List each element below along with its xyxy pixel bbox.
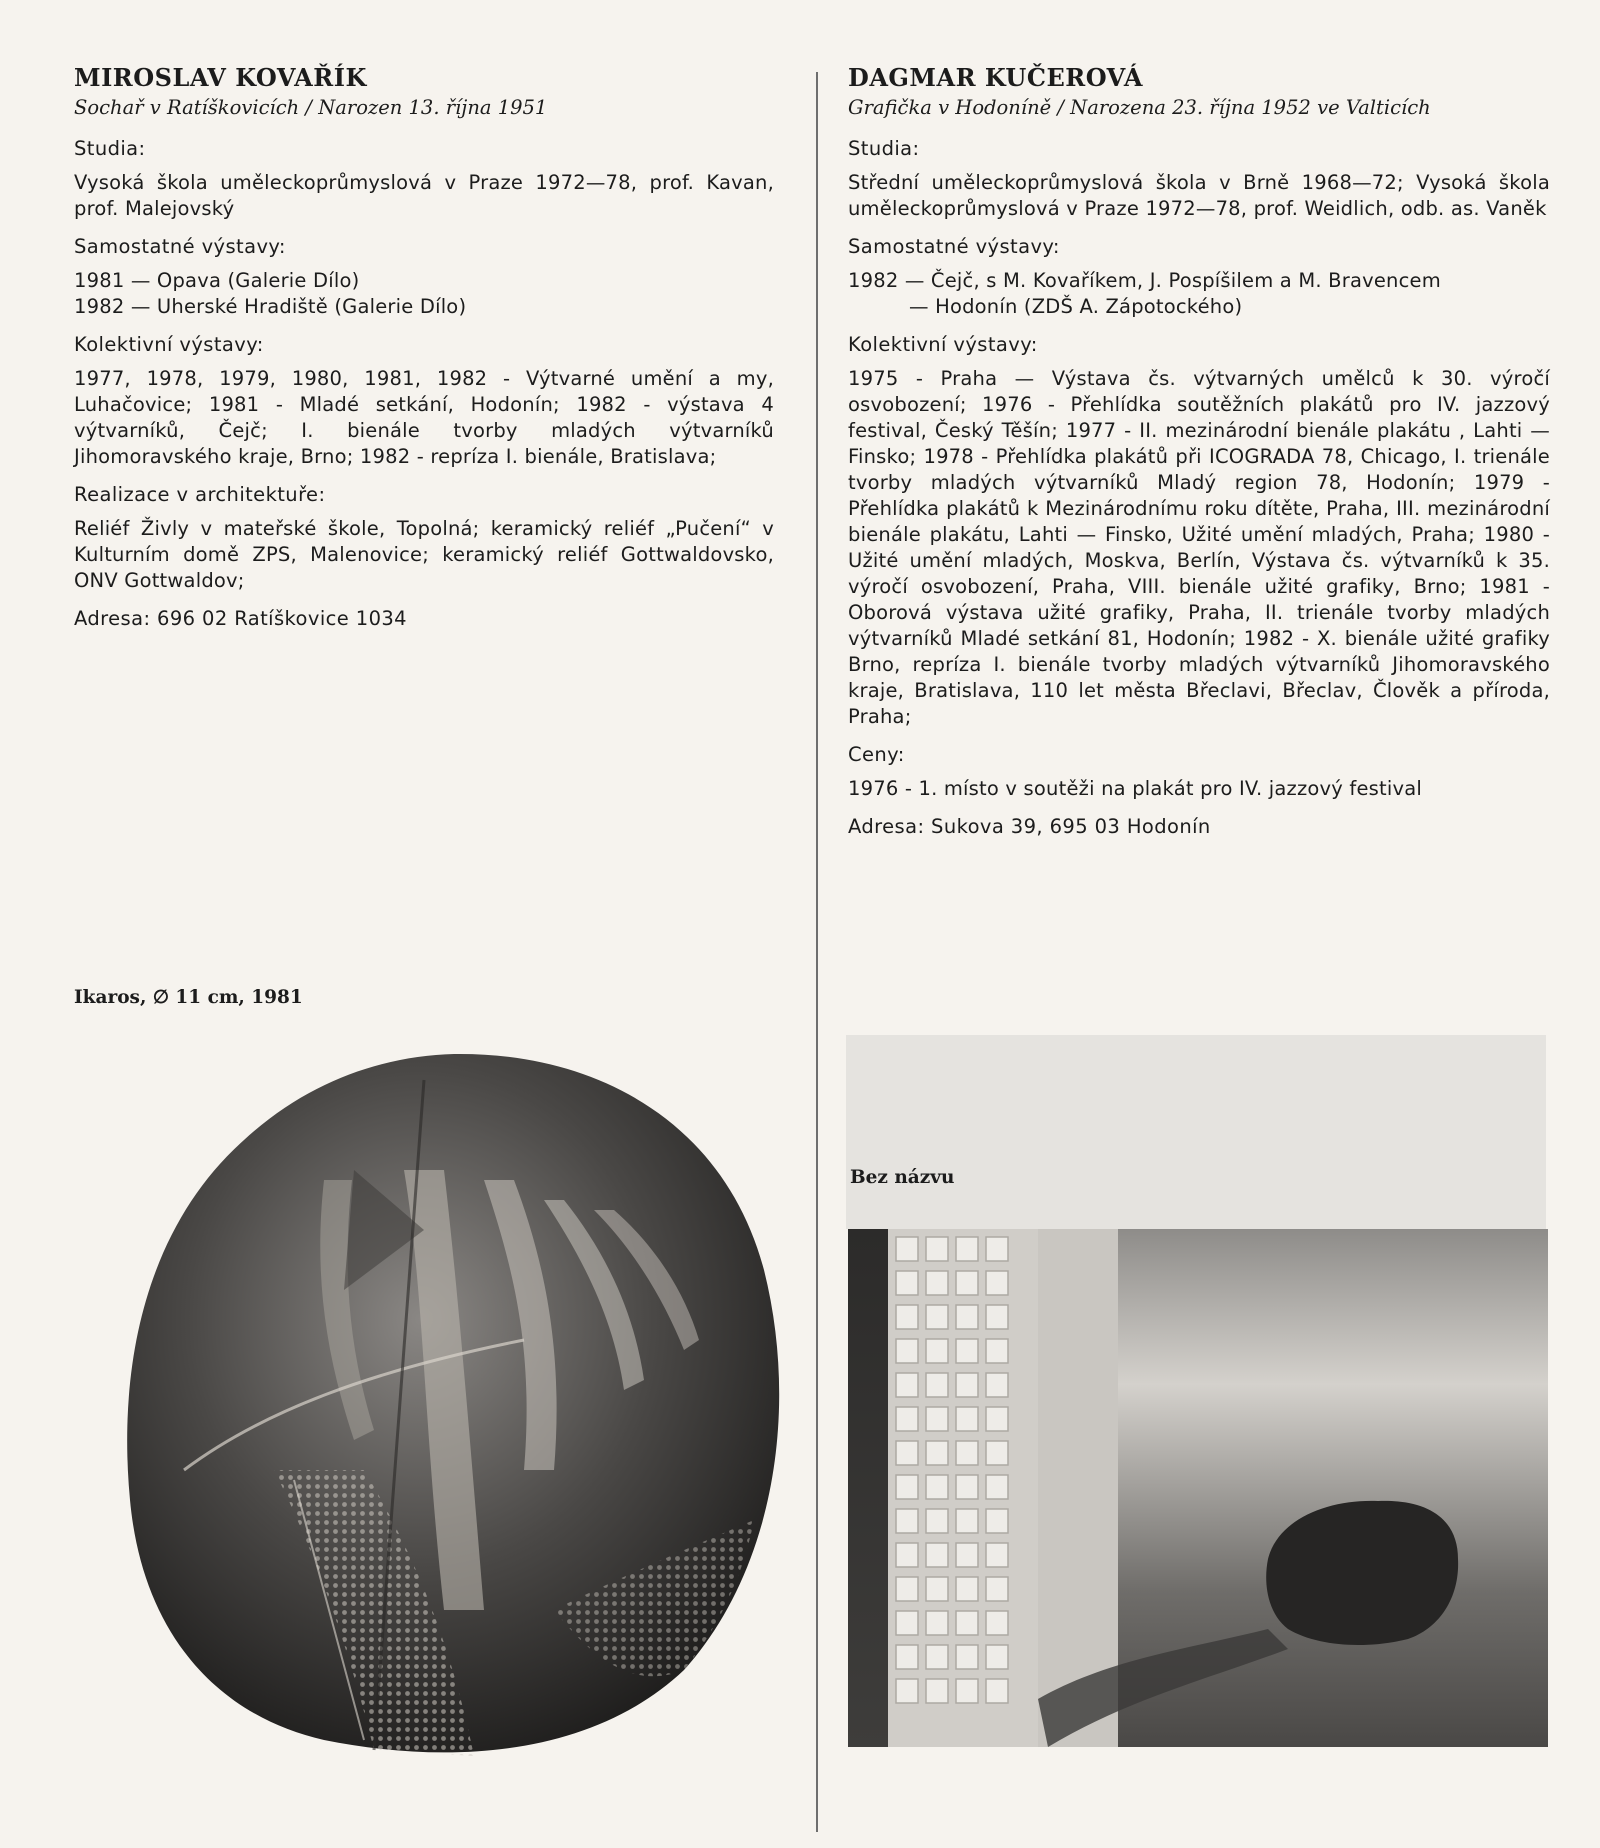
samostatne-item: 1981 — Opava (Galerie Dílo) (74, 269, 360, 292)
studia-label: Studia: (74, 137, 146, 160)
artist-subtitle: Grafička v Hodoníně / Narozena 23. října 1952 ve Valticích (848, 96, 1431, 119)
artist-entry-kucerova (848, 62, 1550, 848)
address: Adresa: 696 02 Ratíškovice 1034 (74, 607, 407, 630)
kolektivni-label: Kolektivní výstavy: (848, 333, 1038, 356)
address: Adresa: Sukova 39, 695 03 Hodonín (848, 815, 1211, 838)
artist-name: DAGMAR KUČEROVÁ (848, 63, 1144, 92)
samostatne-label: Samostatné výstavy: (74, 235, 286, 258)
relief-photo-ikaros (124, 1050, 780, 1762)
realizace-text: Reliéf Živly v mateřské škole, Topolná; keramický reliéf „Pučení“ v Kulturním domě ZPS, Malenovice; keramický reliéf Gottwaldovsko, ONV Gottwaldov; (74, 517, 774, 592)
ceny-label: Ceny: (848, 743, 905, 766)
samostatne-list (74, 268, 774, 320)
artwork-caption-bez-nazvu: Bez názvu (850, 1167, 955, 1188)
ceny-text: 1976 - 1. místo v soutěži na plakát pro IV. jazzový festival (848, 777, 1422, 800)
studia-text: Vysoká škola uměleckoprůmyslová v Praze 1972—78, prof. Kavan, prof. Malejovský (74, 171, 774, 220)
artist-name: MIROSLAV KOVAŘÍK (74, 63, 367, 92)
column-divider (816, 72, 818, 1832)
studia-text: Střední uměleckoprůmyslová škola v Brně 1968—72; Vysoká škola uměleckoprůmyslová v Praze 1972—78, prof. Weidlich, odb. as. Vaněk (848, 171, 1550, 220)
studia-label: Studia: (848, 137, 920, 160)
print-photo-bez-nazvu (848, 1229, 1548, 1747)
realizace-label: Realizace v architektuře: (74, 483, 326, 506)
artist-entry-kovarik (74, 62, 774, 640)
samostatne-item: 1982 — Čejč, s M. Kovaříkem, J. Pospíšilem a M. Bravencem (848, 269, 1441, 292)
artist-subtitle: Sochař v Ratíškovicích / Narozen 13. října 1951 (74, 96, 548, 119)
kolektivni-text: 1977, 1978, 1979, 1980, 1981, 1982 - Výtvarné umění a my, Luhačovice; 1981 - Mladé setkání, Hodonín; 1982 - výstava 4 výtvarníků, Čejč; I. bienále tvorby mladých výtvarníků Jihomoravského kraje, Brno; 1982 - repríza I. bienále, Bratislava; (74, 367, 774, 468)
kolektivni-label: Kolektivní výstavy: (74, 333, 264, 356)
samostatne-item: 1982 — Uherské Hradiště (Galerie Dílo) (74, 295, 467, 318)
kolektivni-text: 1975 - Praha — Výstava čs. výtvarných umělců k 30. výročí osvobození; 1976 - Přehlídka soutěžních plakátů pro IV. jazzový festival, Český Těšín; 1977 - II. mezinárodní bienále plakátu , Lahti — Finsko; 1978 - Přehlídka plakátů při ICOGRADA 78, Chicago, I. trienále tvorby mladých výtvarníků Mladý region 78, Hodonín; 1979 - Přehlídka plakátů k Mezinárodnímu roku dítěte, Praha, III. mezinárodní bienále plakátu, Lahti — Finsko, Užité umění mladých, Praha; 1980 - Užité umění mladých, Moskva, Berlín, Výstava čs. výtvarníků k 35. výročí osvobození, Praha, VIII. bienále užité grafiky, Brno; 1981 - Oborová výstava užité grafiky, Praha, II. trienále tvorby mladých výtvarníků Mladé setkání 81, Hodonín; 1982 - X. bienále užité grafiky Brno, repríza I. bienále tvorby mladých výtvarníků Jihomoravského kraje, Bratislava, 110 let města Břeclavi, Břeclav, Člověk a příroda, Praha; (848, 367, 1550, 728)
print-background (846, 1035, 1546, 1229)
artwork-caption-ikaros: Ikaros, ∅ 11 cm, 1981 (74, 987, 303, 1008)
samostatne-label: Samostatné výstavy: (848, 235, 1060, 258)
samostatne-item: — Hodonín (ZDŠ A. Zápotockého) (909, 295, 1243, 318)
samostatne-list (848, 268, 1550, 320)
